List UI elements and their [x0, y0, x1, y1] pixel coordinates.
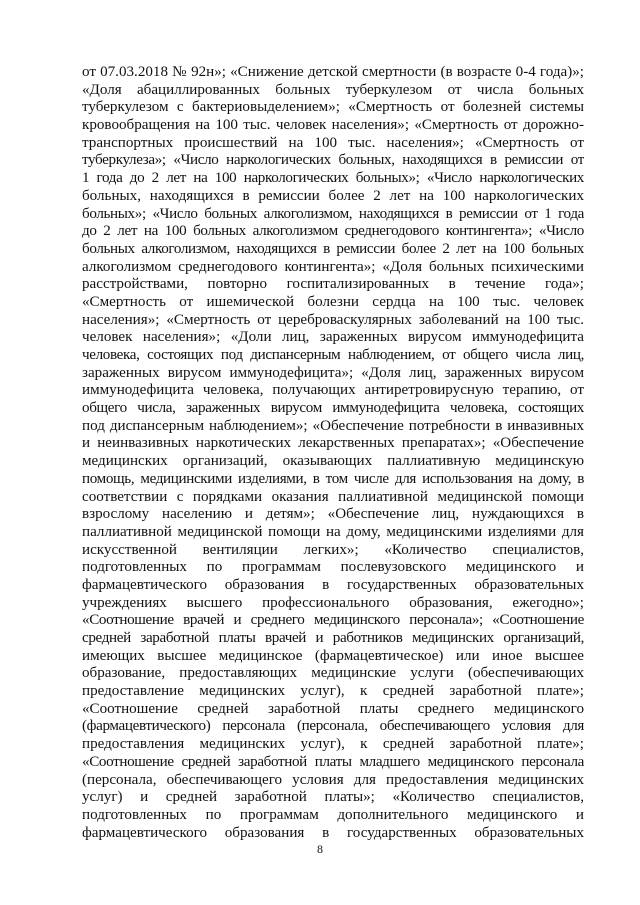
text-line: «Доля абациллированных больных туберкулезом от числа больных [82, 81, 584, 98]
text-line: взрослому населению и детям»; «Обеспечение лиц, нуждающихся в [82, 506, 584, 523]
text-line: соответствии с порядками оказания паллиативной медицинской помощи [82, 488, 584, 505]
text-line: и неинвазивных наркотических лекарственных препаратах»; «Обеспечение [82, 435, 584, 452]
text-line: образование, предоставляющих медицинские услуги (обеспечивающих [82, 665, 584, 682]
text-line: кровообращения на 100 тыс. человек населения»; «Смертность от дорожно- [82, 117, 584, 134]
text-line: транспортных происшествий на 100 тыс. населения»; «Смертность от [82, 134, 584, 151]
text-line: паллиативной медицинской помощи на дому, медицинскими изделиями для [82, 523, 584, 540]
text-line: услуг) и средней заработной платы»; «Количество специалистов, [82, 789, 584, 806]
text-line: фармацевтического образования в государственных образовательных [82, 824, 584, 841]
text-line: «Соотношение средней заработной платы младшего медицинского персонала [82, 753, 584, 770]
text-line: алкоголизмом среднегодового контингента»; «Доля больных психическими [82, 258, 584, 275]
text-line: «Смертность от ишемической болезни сердца на 100 тыс. человек [82, 293, 584, 310]
text-line: человека, состоящих под диспансерным наблюдением, от общего числа лиц, [82, 347, 584, 363]
text-line: имеющих высшее медицинское (фармацевтическое) или иное высшее [82, 647, 584, 664]
text-line: медицинских организаций, оказывающих паллиативную медицинскую [82, 453, 584, 470]
text-line: зараженных вирусом иммунодефицита»; «Доля лиц, зараженных вирусом [82, 364, 584, 381]
text-line: расстройствами, повторно госпитализированных в течение года»; [82, 276, 584, 293]
text-line: «Соотношение средней заработной платы среднего медицинского [82, 700, 584, 717]
text-line: больных»; «Число больных алкоголизмом, находящихся в ремиссии от 1 года [82, 205, 584, 222]
text-line: учреждениях высшего профессионального образования, ежегодно»; [82, 594, 584, 611]
text-line: больных алкоголизмом, находящихся в ремиссии более 2 лет на 100 больных [82, 240, 584, 257]
text-line: фармацевтического образования в государственных образовательных [82, 576, 584, 593]
text-line: (персонала, обеспечивающего условия для предоставления медицинских [82, 771, 584, 788]
text-line: больных, находящихся в ремиссии более 2 лет на 100 наркологических [82, 187, 584, 204]
text-line: под диспансерным наблюдением»; «Обеспечение потребности в инвазивных [82, 417, 584, 434]
text-line: подготовленных по программам дополнительного медицинского и [82, 806, 584, 823]
text-line: 1 года до 2 лет на 100 наркологических больных»; «Число наркологических [82, 170, 584, 187]
text-line: предоставление медицинских услуг), к средней заработной плате»; [82, 683, 584, 700]
text-line: «Соотношение врачей и среднего медицинского персонала»; «Соотношение [82, 612, 584, 629]
text-line: до 2 лет на 100 больных алкоголизмом среднегодового контингента»; «Число [82, 223, 584, 240]
text-line: искусственной вентиляции легких»; «Количество специалистов, [82, 541, 584, 558]
text-line: подготовленных по программам послевузовского медицинского и [82, 559, 584, 576]
text-line: человек населения»; «Доли лиц, зараженных вирусом иммунодефицита [82, 329, 584, 346]
text-line: туберкулезом с бактериовыделением»; «Смертность от болезней системы [82, 99, 584, 116]
text-line: от 07.03.2018 № 92н»; «Снижение детской смертности (в возрасте 0-4 года)»; [82, 64, 584, 80]
text-line: (фармацевтического) персонала (персонала, обеспечивающего условия для [82, 718, 584, 735]
text-line: иммунодефицита человека, получающих антиретровирусную терапию, от [82, 382, 584, 399]
page-number: 8 [317, 842, 323, 856]
text-line: помощь, медицинскими изделиями, в том числе для использования на дому, в [82, 470, 584, 487]
text-line: туберкулеза»; «Число наркологических больных, находящихся в ремиссии от [82, 152, 584, 169]
text-line: общего числа, зараженных вирусом иммунодефицита человека, состоящих [82, 400, 584, 417]
body-text [82, 64, 584, 842]
text-line: населения»; «Смертность от цереброваскулярных заболеваний на 100 тыс. [82, 311, 584, 328]
text-line: предоставления медицинских услуг), к средней заработной плате»; [82, 736, 584, 753]
text-line: средней заработной платы врачей и работников медицинских организаций, [82, 630, 584, 646]
